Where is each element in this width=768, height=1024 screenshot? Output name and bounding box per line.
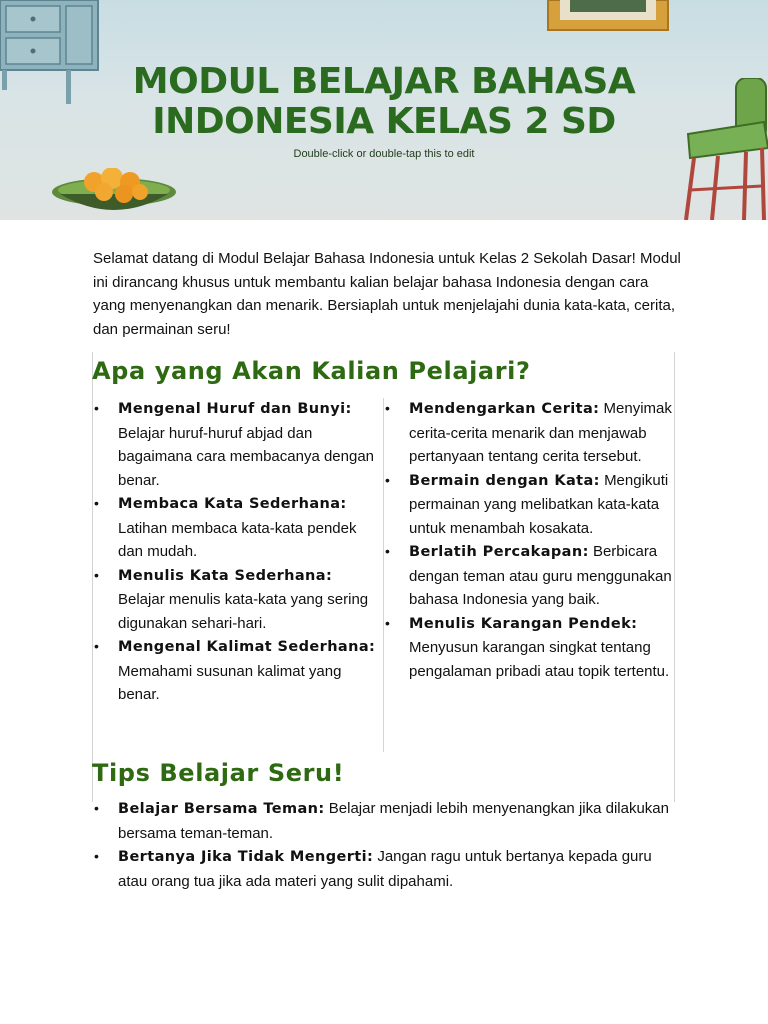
item-term: Menulis Kata Sederhana: xyxy=(118,567,333,584)
list-item xyxy=(92,797,676,845)
list-item xyxy=(92,397,382,492)
tips-list xyxy=(92,797,676,893)
list-item xyxy=(92,845,676,893)
item-term: Mengenal Kalimat Sederhana: xyxy=(118,639,376,655)
bullet-icon: • xyxy=(94,848,99,864)
intro-paragraph: Selamat datang di Modul Belajar Bahasa Indonesia untuk Kelas 2 Sekolah Dasar! Modul ini dirancang khusus untuk membantu kalian belajar bahasa Indonesia dengan cara yang menyenangkan dan menarik. Bersiaplah untuk menjelajahi dunia kata-kata, cerita, dan permainan seru! xyxy=(93,250,681,338)
item-description: Menyusun karangan singkat tentang pengalaman pribadi atau topik tertentu. xyxy=(409,639,670,680)
list-item xyxy=(92,635,382,707)
banner-title-line-2: INDONESIA KELAS 2 SD xyxy=(152,101,616,142)
bullet-icon: • xyxy=(385,471,390,488)
list-item xyxy=(383,469,675,541)
item-description: Menyimak cerita-cerita menarik dan menjawab pertanyaan tentang cerita tersebut. xyxy=(409,400,672,465)
item-term: Berlatih Percakapan: xyxy=(409,544,589,560)
list-item xyxy=(92,492,382,564)
bullet-icon: • xyxy=(94,638,99,654)
header-banner[interactable] xyxy=(0,0,768,220)
item-term: Bermain dengan Kata: xyxy=(409,472,600,489)
section-heading-learn: Apa yang Akan Kalian Pelajari? xyxy=(92,357,531,385)
item-description: Latihan membaca kata-kata pendek dan mudah. xyxy=(118,519,357,560)
bullet-icon: • xyxy=(94,495,99,511)
list-item xyxy=(383,612,675,684)
bullet-icon: • xyxy=(94,400,99,416)
learn-column-left xyxy=(92,397,382,707)
bullet-icon: • xyxy=(385,614,390,631)
item-term: Mendengarkan Cerita: xyxy=(409,401,600,417)
item-description: Belajar menjadi lebih menyenangkan jika dilakukan bersama teman-teman. xyxy=(118,800,669,842)
item-description: Jangan ragu untuk bertanya kepada guru atau orang tua jika ada materi yang sulit dipahami. xyxy=(118,848,652,890)
list-item xyxy=(383,397,675,469)
item-description: Berbicara dengan teman atau guru menggunakan bahasa Indonesia yang baik. xyxy=(409,543,672,608)
bullet-icon: • xyxy=(94,800,99,816)
item-description: Memahami susunan kalimat yang benar. xyxy=(118,662,342,703)
item-description: Belajar huruf-huruf abjad dan bagaimana cara membacanya dengan benar. xyxy=(118,424,375,489)
picture-frame-illustration xyxy=(546,0,672,34)
bullet-icon: • xyxy=(385,543,390,559)
banner-title-line-1: MODUL BELAJAR BAHASA xyxy=(132,61,636,102)
item-term: Mengenal Huruf dan Bunyi: xyxy=(118,401,352,417)
item-description: Mengikuti permainan yang melibatkan kata-kata untuk menambah kosakata. xyxy=(409,471,669,537)
item-term: Bertanya Jika Tidak Mengerti: xyxy=(118,849,374,865)
item-term: Menulis Karangan Pendek: xyxy=(409,615,638,632)
item-description: Belajar menulis kata-kata yang sering digunakan sehari-hari. xyxy=(118,591,369,632)
learn-column-right xyxy=(383,397,675,683)
edit-hint: Double-click or double-tap this to edit xyxy=(293,148,475,160)
list-item xyxy=(383,540,675,612)
item-term: Belajar Bersama Teman: xyxy=(118,801,325,817)
section-heading-tips: Tips Belajar Seru! xyxy=(92,759,345,787)
fruit-bowl-illustration xyxy=(50,168,178,220)
list-item xyxy=(92,564,382,636)
item-term: Membaca Kata Sederhana: xyxy=(118,496,347,512)
bullet-icon: • xyxy=(385,400,390,416)
bullet-icon: • xyxy=(94,566,99,583)
